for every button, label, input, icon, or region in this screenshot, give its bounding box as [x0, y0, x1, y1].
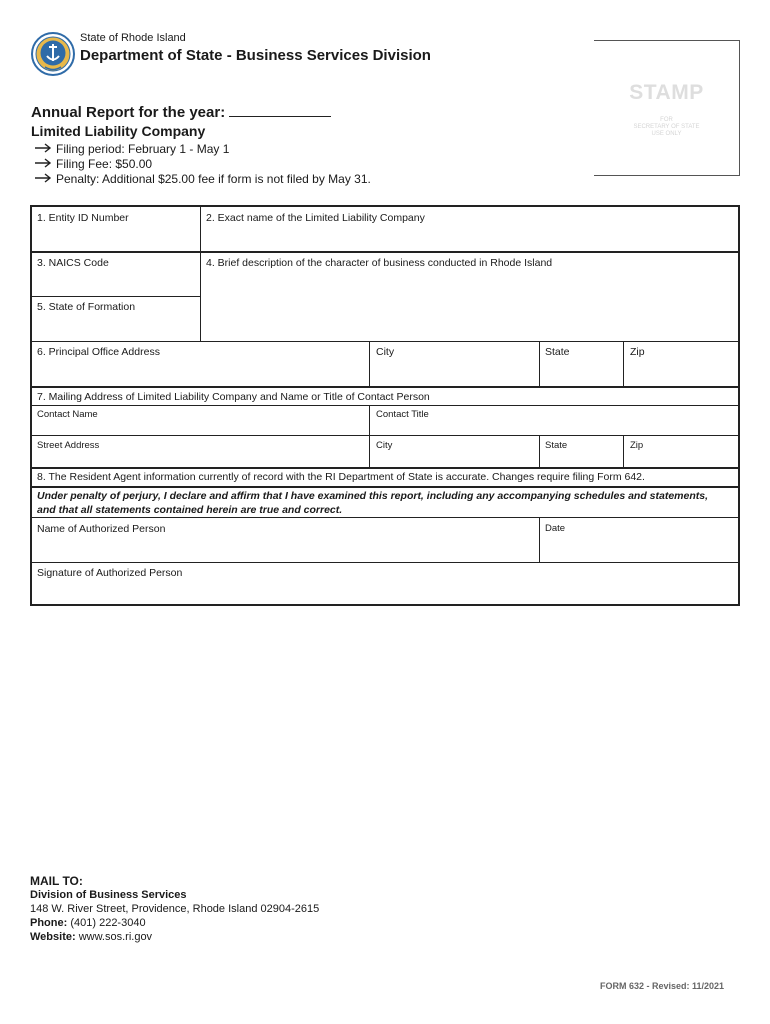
mailing-state-field[interactable]: State: [545, 440, 568, 451]
report-year-field[interactable]: [229, 104, 331, 117]
rhode-island-seal-icon: [31, 32, 75, 76]
right-arrow-icon: [34, 142, 56, 156]
mailing-address: 148 W. River Street, Providence, Rhode Island 02904-2615: [30, 903, 320, 915]
department-title: Department of State - Business Services Division: [80, 47, 431, 64]
state-of-formation-field[interactable]: 5. State of Formation: [37, 301, 136, 313]
date-field[interactable]: Date: [545, 523, 566, 534]
principal-state-field[interactable]: State: [545, 346, 570, 358]
signature-field[interactable]: Signature of Authorized Person: [37, 567, 183, 579]
contact-title-field[interactable]: Contact Title: [376, 409, 429, 420]
mail-to-heading: MAIL TO:: [30, 874, 83, 888]
mailing-address-heading: 7. Mailing Address of Limited Liability Company and Name or Title of Contact Person: [37, 391, 430, 403]
state-name: State of Rhode Island: [80, 32, 186, 44]
stamp-note-line: SECRETARY OF STATE: [633, 124, 700, 130]
exact-name-field[interactable]: 2. Exact name of the Limited Liability Company: [206, 212, 425, 224]
stamp-box: [594, 40, 740, 176]
report-year-label: Annual Report for the year:: [31, 104, 226, 121]
filing-fee-line: [34, 157, 152, 171]
stamp-note-line: FOR: [660, 117, 673, 123]
state-seal: [31, 32, 75, 76]
authorized-person-name-field[interactable]: Name of Authorized Person: [37, 523, 166, 535]
penalty-text: Penalty: Additional $25.00 fee if form is not filed by May 31.: [56, 172, 371, 186]
naics-code-field[interactable]: 3. NAICS Code: [37, 257, 109, 269]
stamp-note-line: USE ONLY: [651, 131, 682, 137]
filing-period-line: [34, 142, 229, 156]
filing-fee-text: Filing Fee: $50.00: [56, 157, 153, 171]
stamp-label: STAMP: [629, 81, 704, 104]
entity-type-title: Limited Liability Company: [31, 123, 206, 139]
phone-number: (401) 222-3040: [70, 917, 146, 929]
right-arrow-icon: [34, 157, 56, 171]
principal-zip-field[interactable]: Zip: [630, 346, 645, 358]
website-line: [30, 931, 152, 943]
resident-agent-statement: 8. The Resident Agent information currently of record with the RI Department of State is accurate. Changes require filing Form 642.: [37, 471, 645, 483]
website-url[interactable]: www.sos.ri.gov: [78, 931, 153, 943]
business-description-field[interactable]: 4. Brief description of the character of business conducted in Rhode Island: [206, 257, 553, 269]
entity-id-field[interactable]: 1. Entity ID Number: [37, 212, 129, 224]
annual-report-form: [30, 205, 740, 606]
street-address-field[interactable]: Street Address: [37, 440, 100, 451]
mailing-city-field[interactable]: City: [376, 440, 393, 451]
filing-period-text: Filing period: February 1 - May 1: [56, 142, 230, 156]
form-revision: FORM 632 - Revised: 11/2021: [600, 981, 725, 991]
penalty-line: [34, 172, 371, 186]
stamp-note: [594, 117, 739, 138]
right-arrow-icon: [34, 172, 56, 186]
phone-label: Phone:: [30, 917, 68, 929]
website-label: Website:: [30, 931, 76, 943]
division-name: Division of Business Services: [30, 889, 187, 901]
principal-city-field[interactable]: City: [376, 346, 395, 358]
contact-name-field[interactable]: Contact Name: [37, 409, 98, 420]
principal-office-address-field[interactable]: 6. Principal Office Address: [37, 346, 160, 358]
mailing-zip-field[interactable]: Zip: [630, 440, 644, 451]
perjury-declaration: Under penalty of perjury, I declare and affirm that I have examined this report, including any accompanying schedules and statements, and that all statements contained herein are true and correct.: [37, 490, 709, 516]
report-year-title: [31, 104, 331, 121]
phone-line: [30, 917, 146, 929]
